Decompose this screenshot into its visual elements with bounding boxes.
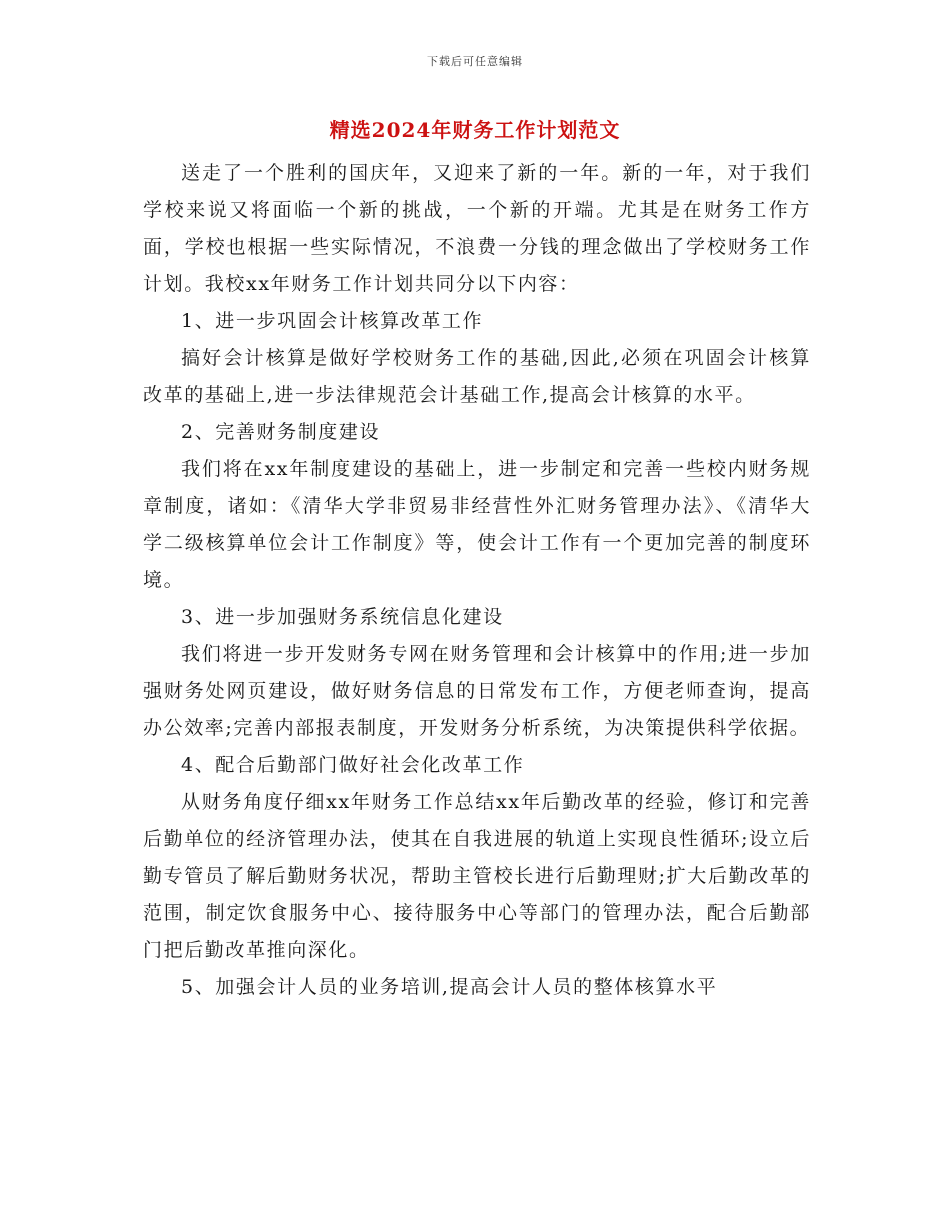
- section-body-4: 从财务角度仔细xx年财务工作总结xx年后勤改革的经验，修订和完善后勤单位的经济管理办法，使其在自我进展的轨道上实现良性循环;设立后勤专管员了解后勤财务状况，帮助主管校长进行后勤理财;扩大后勤改革的范围，制定饮食服务中心、接待服务中心等部门的管理办法，配合后勤部门把后勤改革推向深化。: [143, 791, 811, 961]
- section-body-2: 我们将在xx年制度建设的基础上，进一步制定和完善一些校内财务规章制度，诸如：《清华大学非贸易非经营性外汇财务管理办法》、《清华大学二级核算单位会计工作制度》等，使会计工作有一个更加完善的制度环境。: [143, 458, 811, 591]
- section-heading-4: 4、配合后勤部门做好社会化改革工作: [181, 754, 525, 776]
- section-heading-5: 5、加强会计人员的业务培训,提高会计人员的整体核算水平: [181, 976, 718, 998]
- page-header-note: 下载后可任意编辑: [427, 55, 523, 68]
- intro-paragraph: 送走了一个胜利的国庆年，又迎来了新的一年。新的一年，对于我们学校来说又将面临一个新的挑战，一个新的开端。尤其是在财务工作方面，学校也根据一些实际情况，不浪费一分钱的理念做出了学校财务工作计划。我校xx年财务工作计划共同分以下内容：: [143, 162, 811, 295]
- section-heading-1: 1、进一步巩固会计核算改革工作: [181, 310, 484, 332]
- section-body-3: 我们将进一步开发财务专网在财务管理和会计核算中的作用;进一步加强财务处网页建设，做好财务信息的日常发布工作，方便老师查询，提高办公效率;完善内部报表制度，开发财务分析系统，为决策提供科学依据。: [143, 643, 811, 739]
- section-body-1: 搞好会计核算是做好学校财务工作的基础,因此,必须在巩固会计核算改革的基础上,进一步法律规范会计基础工作,提高会计核算的水平。: [143, 347, 811, 406]
- section-heading-3: 3、进一步加强财务系统信息化建设: [181, 606, 504, 628]
- document-title: 精选2024年财务工作计划范文: [329, 118, 621, 142]
- section-heading-2: 2、完善财务制度建设: [181, 421, 381, 443]
- document-body: [143, 155, 811, 1006]
